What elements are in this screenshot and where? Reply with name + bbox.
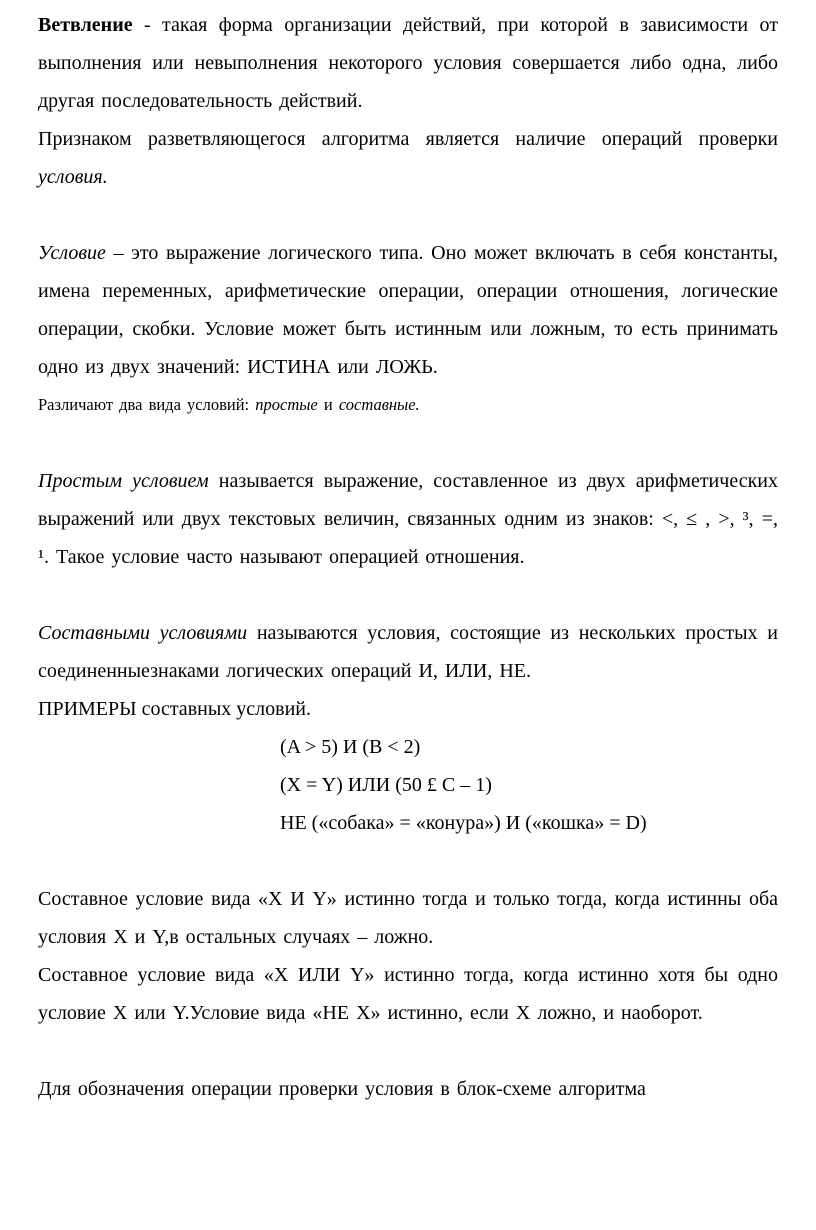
term-condition-ref: условия. bbox=[38, 166, 108, 188]
paragraph-condition-kinds bbox=[38, 386, 778, 424]
term-simple: простые bbox=[255, 395, 318, 414]
paragraph-or-not-rule: Составное условие вида «Х ИЛИ Y» истинно тогда, когда истинно хотя бы одно условие X или Y.Условие вида «НЕ Х» истинно, если X ложно, и наоборот. bbox=[38, 964, 778, 1024]
term-branching: Ветвление bbox=[38, 14, 133, 36]
paragraph-condition-definition bbox=[38, 234, 778, 386]
paragraph-examples-heading: ПРИМЕРЫ составных условий. bbox=[38, 698, 311, 720]
paragraph-flowchart-intro: Для обозначения операции проверки условия в блок-схеме алгоритма bbox=[38, 1078, 646, 1100]
paragraph-compound-condition bbox=[38, 614, 778, 690]
paragraph-compound-condition-text: называются условия, состоящие из нескольких простых и соединенныезнаками логических операций И, ИЛИ, НЕ. bbox=[38, 622, 778, 682]
term-compound-condition: Составными условиями bbox=[38, 622, 248, 644]
paragraph-branching-sign-text: Признаком разветвляющегося алгоритма является наличие операций проверки bbox=[38, 128, 778, 150]
paragraph-condition-kinds-mid: и bbox=[317, 395, 339, 414]
example-line-3: НЕ («собака» = «конура») И («кошка» = D) bbox=[280, 812, 647, 834]
term-condition: Условие bbox=[38, 242, 106, 264]
paragraph-branching-definition-text: - такая форма организации действий, при которой в зависимости от выполнения или невыполнения некоторого условия совершается либо одна, либо другая последовательность действий. bbox=[38, 14, 778, 112]
example-line-2: (X = Y) ИЛИ (50 £ C – 1) bbox=[280, 774, 492, 796]
paragraph-branching-sign bbox=[38, 120, 778, 196]
example-line-1: (A > 5) И (B < 2) bbox=[280, 736, 421, 758]
paragraph-simple-condition bbox=[38, 462, 778, 576]
term-compound: составные. bbox=[338, 395, 420, 414]
term-simple-condition: Простым условием bbox=[38, 470, 209, 492]
paragraph-and-rule: Составное условие вида «Х И Y» истинно тогда и только тогда, когда истинны оба условия Х и Y,в остальных случаях – ложно. bbox=[38, 888, 778, 948]
paragraph-simple-condition-text: называется выражение, составленное из двух арифметических выражений или двух текстовых величин, связанных одним из знаков: <, ≤ , >, ³, =, ¹. Такое условие часто называют операцией отношения. bbox=[38, 470, 778, 568]
paragraph-condition-kinds-lead: Различают два вида условий: bbox=[38, 395, 256, 414]
paragraph-branching-definition bbox=[38, 6, 778, 120]
paragraph-condition-definition-text: – это выражение логического типа. Оно может включать в себя константы, имена переменных, арифметические операции, операции отношения, логические операции, скобки. Условие может быть истинным или ложным, то есть принимать одно из двух значений: ИСТИНА или ЛОЖЬ. bbox=[38, 242, 778, 378]
